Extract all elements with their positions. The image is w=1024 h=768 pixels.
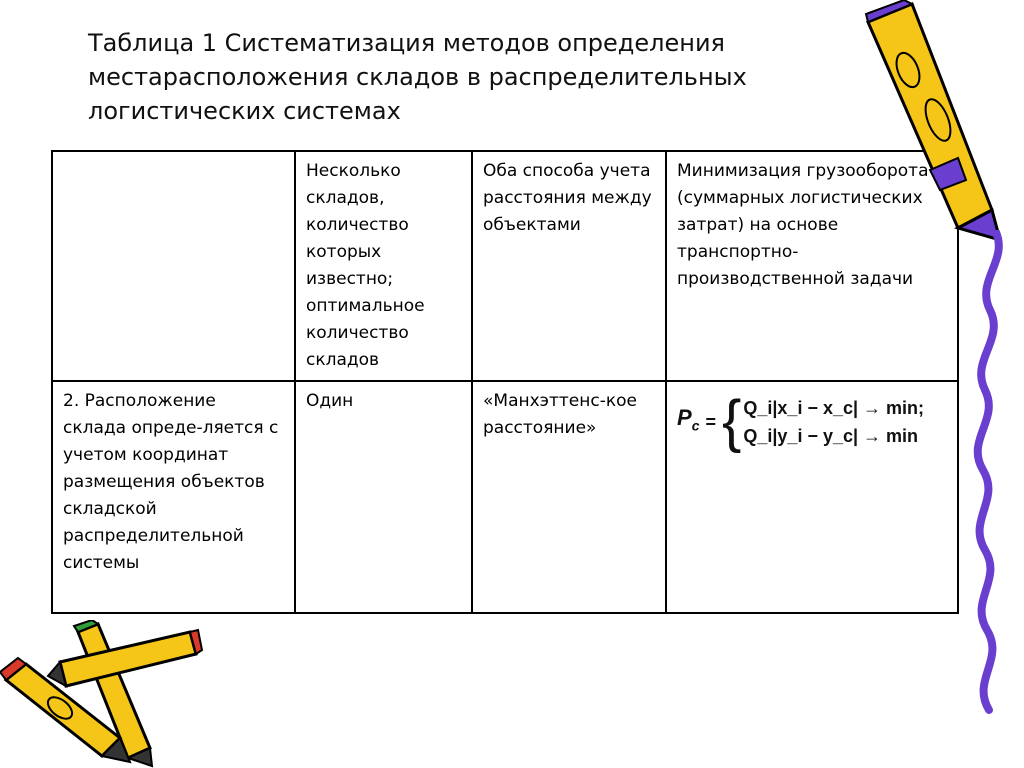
page-title: Таблица 1 Систематизация методов определения местарасположения складов в распределительных логистических системах bbox=[88, 29, 747, 125]
formula-cell bbox=[666, 381, 958, 613]
formula bbox=[677, 389, 947, 454]
methods-table bbox=[51, 150, 959, 614]
formula-line-1: Q_i|x_i − x_c| → min; bbox=[743, 398, 925, 418]
table-row bbox=[52, 381, 958, 613]
pencil-icon bbox=[860, 0, 1010, 245]
squiggle-line bbox=[955, 230, 1024, 720]
table-cell: Минимизация грузооборота (суммарных логистических затрат) на основе транспортно-производственной задачи bbox=[666, 151, 958, 381]
table-cell: 2. Расположение склада опреде-ляется с учетом координат размещения объектов складской распределительной системы bbox=[52, 381, 295, 613]
formula-line-2: Q_i|y_i − y_c| → min bbox=[743, 426, 919, 446]
table-cell bbox=[52, 151, 295, 381]
formula-lhs: $P_c$ bbox=[677, 405, 700, 434]
formula-equals: = bbox=[705, 411, 716, 432]
table-row bbox=[52, 151, 958, 381]
brace-icon: { bbox=[722, 389, 742, 454]
table-cell: Несколько складов, количество которых известно; оптимальное количество складов bbox=[295, 151, 472, 381]
pencils-icon bbox=[0, 620, 210, 768]
table-cell: Один bbox=[295, 381, 472, 613]
table-cell: Оба способа учета расстояния между объектами bbox=[472, 151, 666, 381]
table-cell: «Манхэттенс-кое расстояние» bbox=[472, 381, 666, 613]
